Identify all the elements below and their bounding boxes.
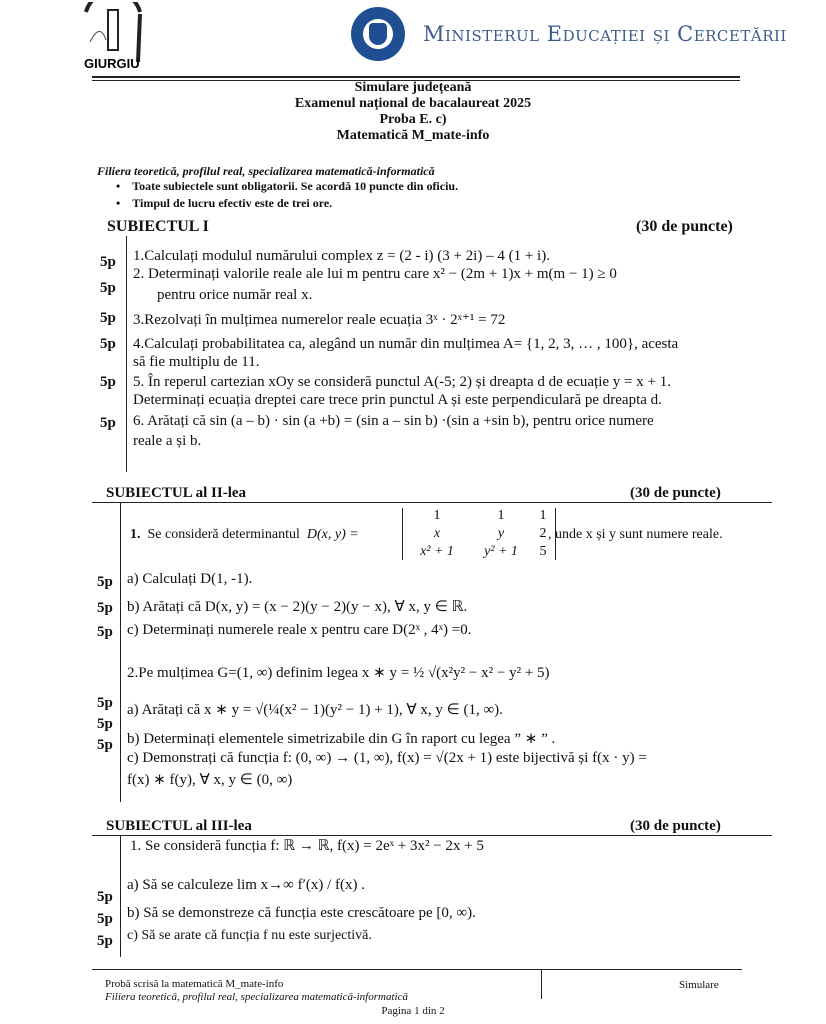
score: 5p (97, 716, 113, 732)
s1-item-5-cont: Determinați ecuația dreptei care trece prin punctul A și este perpendiculară pe dreapta d. (133, 392, 662, 408)
bullet-1: • Toate subiectele sunt obligatorii. Se acordă 10 puncte din oficiu. (116, 179, 459, 193)
s3-title: SUBIECTUL al III-lea (106, 818, 252, 834)
score: 5p (97, 911, 113, 927)
determinant-matrix: 1 1 1 x y 2 x² + 1 y² + 1 5 (402, 508, 556, 560)
svg-text:GIURGIU: GIURGIU (84, 56, 140, 71)
s2-q2-c-cont: f(x) ∗ f(y), ∀ x, y ∈ (0, ∞) (127, 772, 293, 788)
score: 5p (100, 280, 116, 296)
s3-q1-a: a) Să se calculeze lim x→∞ f′(x) / f(x) . (127, 877, 366, 893)
s1-points: (30 de puncte) (636, 218, 733, 235)
footer-right: Simulare (679, 979, 719, 991)
s2-q2-a: a) Arătați că x ∗ y = √(¼(x² − 1)(y² − 1) + 1), ∀ x, y ∈ (1, ∞). (127, 702, 503, 718)
s1-item-5: 5. În reperul cartezian xOy se consideră punctul A(-5; 2) și dreapta d de ecuație y = x + 1. (133, 374, 671, 390)
page-number: Pagina 1 din 2 (381, 1005, 445, 1017)
s2-q1-statement: 1. Se consideră determinantul D(x, y) = (130, 527, 359, 542)
s2-q2-b: b) Determinați elementele simetrizabile din G în raport cu legea ” ∗ ” . (127, 731, 556, 747)
footer-line-1: Probă scrisă la matematică M_mate-info (105, 978, 284, 990)
title-3: Proba E. c) (379, 112, 447, 127)
score: 5p (97, 695, 113, 711)
score: 5p (100, 254, 116, 270)
government-seal (351, 7, 405, 61)
s3-points: (30 de puncte) (630, 818, 721, 834)
title-4: Matematică M_mate-info (336, 128, 490, 143)
s2-q1-b: b) Arătați că D(x, y) = (x − 2)(y − 2)(y − x), ∀ x, y ∈ ℝ. (127, 599, 468, 615)
score: 5p (100, 415, 116, 431)
s1-item-1: 1.Calculați modulul numărului complex z = (2 - i) (3 + 2i) – 4 (1 + i). (133, 248, 550, 264)
s3-q1-c: c) Să se arate că funcția f nu este surjectivă. (127, 928, 372, 943)
ministry-name: Ministerul Educației și Cercetării (423, 22, 787, 46)
score: 5p (100, 310, 116, 326)
filiera: Filiera teoretică, profilul real, specializarea matematică-informatică (97, 164, 435, 178)
s1-item-6: 6. Arătați că sin (a – b) · sin (a +b) = (sin a – sin b) ·(sin a +sin b), pentru orice numere (133, 413, 654, 429)
score: 5p (97, 889, 113, 905)
s3-q1-statement: 1. Se consideră funcția f: ℝ → ℝ, f(x) = 2eˣ + 3x² − 2x + 5 (130, 838, 484, 854)
s2-q1-c: c) Determinați numerele reale x pentru care D(2ˣ , 4ˣ) =0. (127, 622, 472, 638)
s1-item-2-cont: pentru orice număr real x. (157, 287, 313, 303)
s3-q1-b: b) Să se demonstreze că funcția este crescătoare pe [0, ∞). (127, 905, 476, 921)
inspectorate-logo (80, 2, 146, 72)
score: 5p (97, 624, 113, 640)
s2-q2-statement: 2.Pe mulțimea G=(1, ∞) definim legea x ∗ y = ½ √(x²y² − x² − y² + 5) (127, 665, 550, 681)
s2-title: SUBIECTUL al II-lea (106, 485, 247, 501)
bullet-2: • Timpul de lucru efectiv este de trei ore. (116, 196, 333, 210)
s1-item-2: 2. Determinați valorile reale ale lui m pentru care x² − (2m + 1)x + m(m − 1) ≥ 0 (133, 266, 617, 282)
title-1: Simulare județeană (354, 80, 472, 95)
s1-item-4: 4.Calculați probabilitatea ca, alegând un număr din mulțimea A= {1, 2, 3, … , 100}, acesta (133, 336, 679, 352)
s1-item-4-cont: să fie multiplu de 11. (133, 354, 260, 370)
s2-points: (30 de puncte) (630, 485, 721, 501)
s2-q1-a: a) Calculați D(1, -1). (127, 571, 253, 587)
footer-line-2: Filiera teoretică, profilul real, specializarea matematică-informatică (105, 991, 408, 1003)
score: 5p (100, 336, 116, 352)
score: 5p (97, 737, 113, 753)
score: 5p (97, 600, 113, 616)
score: 5p (97, 933, 113, 949)
s1-item-3: 3.Rezolvați în mulțimea numerelor reale ecuația 3ˣ · 2ˣ⁺¹ = 72 (133, 312, 506, 328)
s2-q2-c: c) Demonstrați că funcția f: (0, ∞) → (1, ∞), f(x) = √(2x + 1) este bijectivă și f(x · y) = (127, 750, 647, 766)
title-2: Examenul național de bacalaureat 2025 (294, 96, 532, 111)
s1-title: SUBIECTUL I (107, 218, 209, 235)
s2-q1-tail: , unde x și y sunt numere reale. (548, 527, 723, 542)
s1-item-6-cont: reale a și b. (133, 433, 202, 449)
score: 5p (97, 574, 113, 590)
score: 5p (100, 374, 116, 390)
